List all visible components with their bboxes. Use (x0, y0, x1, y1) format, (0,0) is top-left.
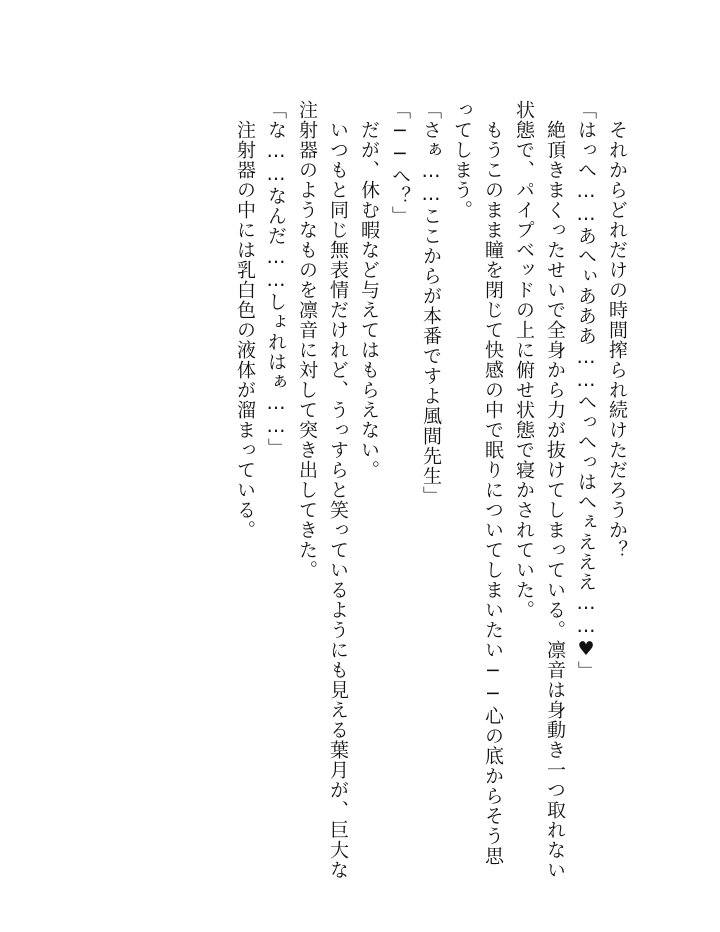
dialogue-line-3: 「──へ？」 (389, 100, 411, 226)
paragraph-5: いつもと同じ無表情だけれど、うっすらと笑っているようにも見える葉月が、巨大な注射器のようなものを凛音に対して突き出してきた。 (296, 100, 349, 880)
paragraph-3: もうこのまま瞳を閉じて快感の中で眠りについてしまいたい──心の底からそう思ってしまう。 (451, 100, 504, 866)
paragraph-2: 絶頂きまくったせいで全身から力が抜けてしまっている。凛音は身動き一つ取れない状態で、パイプベッドの上に俯せ状態で寝かされていた。 (513, 100, 566, 880)
paragraph-4: だが、休む暇など与えてはもらえない。 (358, 100, 380, 480)
dialogue-line-1: 「はっへ……あへぃあああ……へっへっはへぇえええ……♥」 (575, 100, 597, 681)
vertical-text-body (229, 100, 632, 880)
dialogue-line-2: 「さぁ……ここからが本番ですよ風間先生」 (420, 100, 442, 506)
paragraph-1: それからどれだけの時間搾られ続けただろうか？ (606, 100, 628, 560)
paragraph-6: 注射器の中には乳白色の液体が溜まっている。 (234, 100, 256, 540)
dialogue-line-4: 「な……なんだ……しょれはぁ……」 (265, 100, 287, 458)
